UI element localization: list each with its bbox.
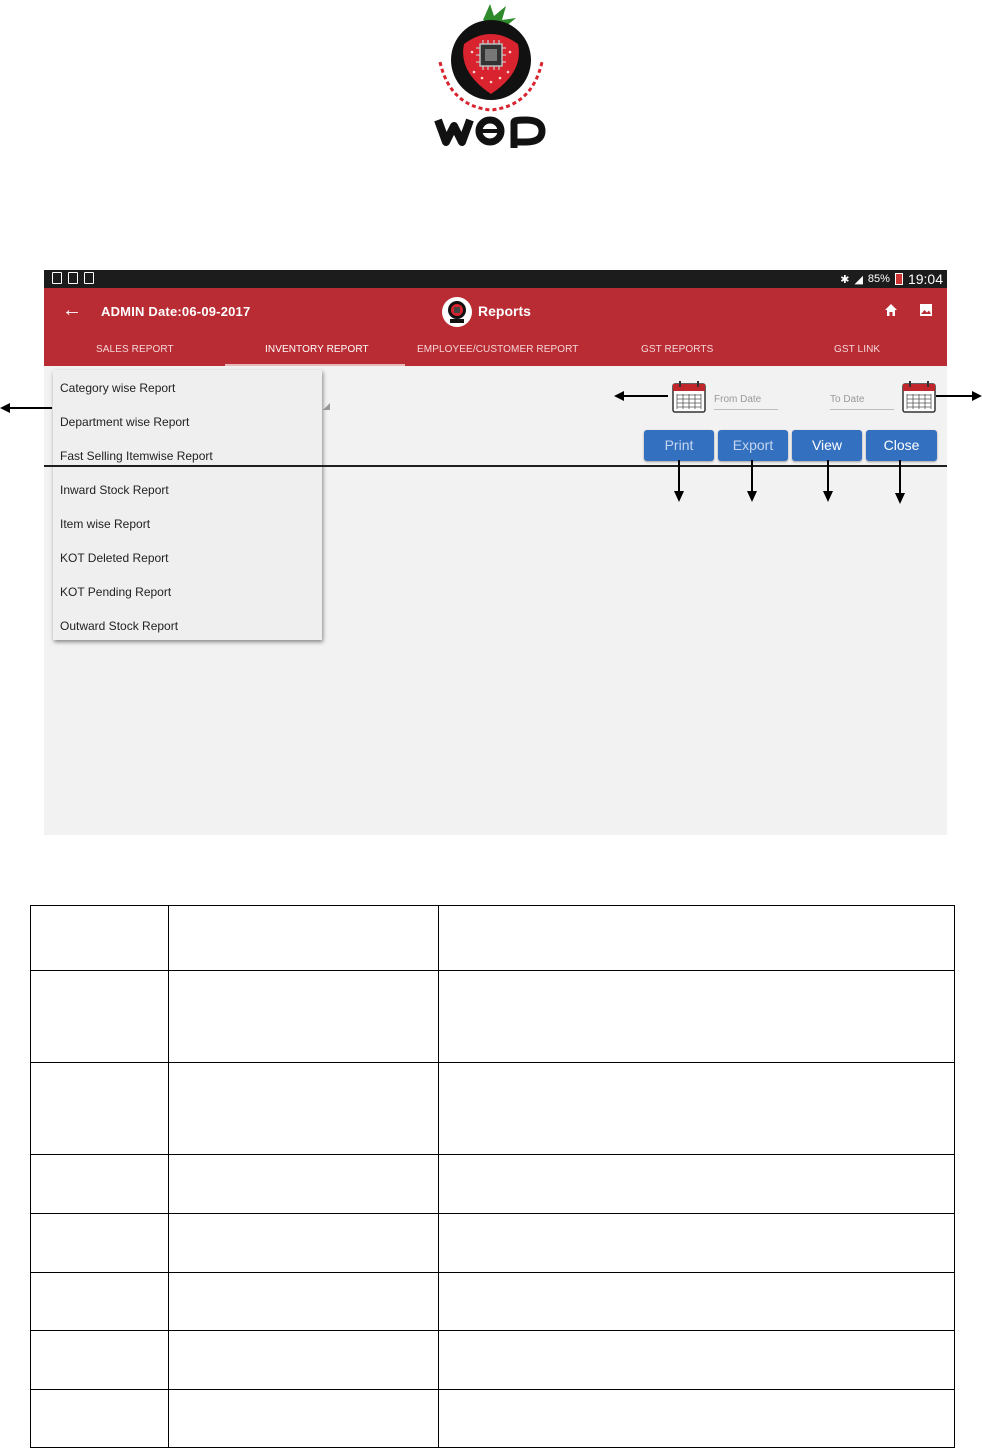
to-date-field[interactable]: To Date bbox=[830, 394, 894, 410]
print-button[interactable]: Print bbox=[644, 430, 714, 461]
export-pointer-arrow bbox=[744, 460, 760, 502]
table-cell bbox=[31, 1155, 169, 1214]
table-row bbox=[31, 906, 955, 971]
table-cell bbox=[169, 1063, 439, 1155]
spinner-arrow-icon[interactable] bbox=[323, 403, 330, 410]
menu-pointer-arrow bbox=[0, 398, 52, 418]
app-bar bbox=[44, 288, 947, 366]
bluetooth-icon: ✱ bbox=[840, 273, 850, 286]
menu-item-kot-pending[interactable]: KOT Pending Report bbox=[60, 585, 172, 599]
status-bar bbox=[44, 270, 947, 288]
table-cell bbox=[169, 1331, 439, 1390]
gallery-icon[interactable] bbox=[918, 302, 934, 323]
close-button[interactable]: Close bbox=[866, 430, 937, 461]
image-notification-icon bbox=[68, 272, 78, 284]
table-cell bbox=[169, 1214, 439, 1273]
document-notification-icon bbox=[84, 272, 94, 284]
report-dropdown-menu bbox=[53, 370, 322, 640]
active-tab-indicator bbox=[225, 364, 405, 366]
table-cell bbox=[169, 1390, 439, 1448]
table-row bbox=[31, 1063, 955, 1155]
table-cell bbox=[439, 1155, 955, 1214]
from-date-field[interactable]: From Date bbox=[714, 394, 778, 410]
table-cell bbox=[439, 906, 955, 971]
table-cell bbox=[169, 971, 439, 1063]
from-date-calendar-icon[interactable] bbox=[672, 381, 706, 413]
table-cell bbox=[439, 1063, 955, 1155]
table-row bbox=[31, 1273, 955, 1331]
home-icon[interactable] bbox=[883, 302, 899, 323]
menu-item-fast-selling[interactable]: Fast Selling Itemwise Report bbox=[60, 449, 213, 463]
table-cell bbox=[169, 906, 439, 971]
table-cell bbox=[439, 1273, 955, 1331]
battery-percent: 85% bbox=[867, 273, 890, 285]
table-cell bbox=[439, 1331, 955, 1390]
app-screenshot bbox=[44, 270, 947, 835]
table-row bbox=[31, 1390, 955, 1448]
page-title: Reports bbox=[478, 303, 531, 319]
table-cell bbox=[439, 1214, 955, 1273]
view-button[interactable]: View bbox=[792, 430, 862, 461]
user-date-title: ADMIN Date:06-09-2017 bbox=[101, 304, 251, 319]
menu-item-inward-stock[interactable]: Inward Stock Report bbox=[60, 483, 169, 497]
table-cell bbox=[169, 1273, 439, 1331]
back-arrow-icon[interactable]: ← bbox=[62, 299, 82, 321]
table-cell bbox=[31, 1214, 169, 1273]
table-cell bbox=[31, 1390, 169, 1448]
print-pointer-arrow bbox=[671, 460, 687, 502]
signal-icon: ◢ bbox=[854, 273, 863, 286]
app-logo-icon bbox=[442, 297, 472, 327]
from-date-pointer-arrow bbox=[614, 386, 668, 406]
menu-item-item-wise[interactable]: Item wise Report bbox=[60, 517, 151, 531]
content-divider bbox=[44, 465, 947, 467]
battery-icon bbox=[895, 273, 903, 285]
tab-gst-link[interactable]: GST LINK bbox=[834, 344, 881, 355]
menu-item-category-wise[interactable]: Category wise Report bbox=[60, 381, 176, 395]
tab-sales-report[interactable]: SALES REPORT bbox=[96, 344, 174, 355]
menu-item-kot-deleted[interactable]: KOT Deleted Report bbox=[60, 551, 169, 565]
clock: 19:04 bbox=[907, 271, 943, 287]
tab-gst-reports[interactable]: GST REPORTS bbox=[641, 344, 714, 355]
table-cell bbox=[31, 906, 169, 971]
table-cell bbox=[439, 1390, 955, 1448]
to-date-calendar-icon[interactable] bbox=[902, 381, 936, 413]
table-cell bbox=[31, 1063, 169, 1155]
table-cell bbox=[31, 1273, 169, 1331]
tab-inventory-report[interactable]: INVENTORY REPORT bbox=[265, 344, 369, 355]
menu-item-outward-stock[interactable]: Outward Stock Report bbox=[60, 619, 179, 633]
menu-item-department-wise[interactable]: Department wise Report bbox=[60, 415, 190, 429]
table-cell bbox=[439, 971, 955, 1063]
close-pointer-arrow bbox=[892, 460, 908, 504]
wep-logo bbox=[428, 2, 554, 148]
table-cell bbox=[31, 1331, 169, 1390]
description-table bbox=[30, 905, 955, 1448]
table-cell bbox=[169, 1155, 439, 1214]
table-row bbox=[31, 1155, 955, 1214]
table-row bbox=[31, 1214, 955, 1273]
to-date-pointer-arrow bbox=[936, 386, 982, 406]
tab-employee-customer-report[interactable]: EMPLOYEE/CUSTOMER REPORT bbox=[417, 344, 579, 355]
export-button[interactable]: Export bbox=[718, 430, 788, 461]
table-row bbox=[31, 971, 955, 1063]
table-row bbox=[31, 1331, 955, 1390]
usb-icon bbox=[52, 272, 62, 284]
view-pointer-arrow bbox=[820, 460, 836, 502]
table-cell bbox=[31, 971, 169, 1063]
